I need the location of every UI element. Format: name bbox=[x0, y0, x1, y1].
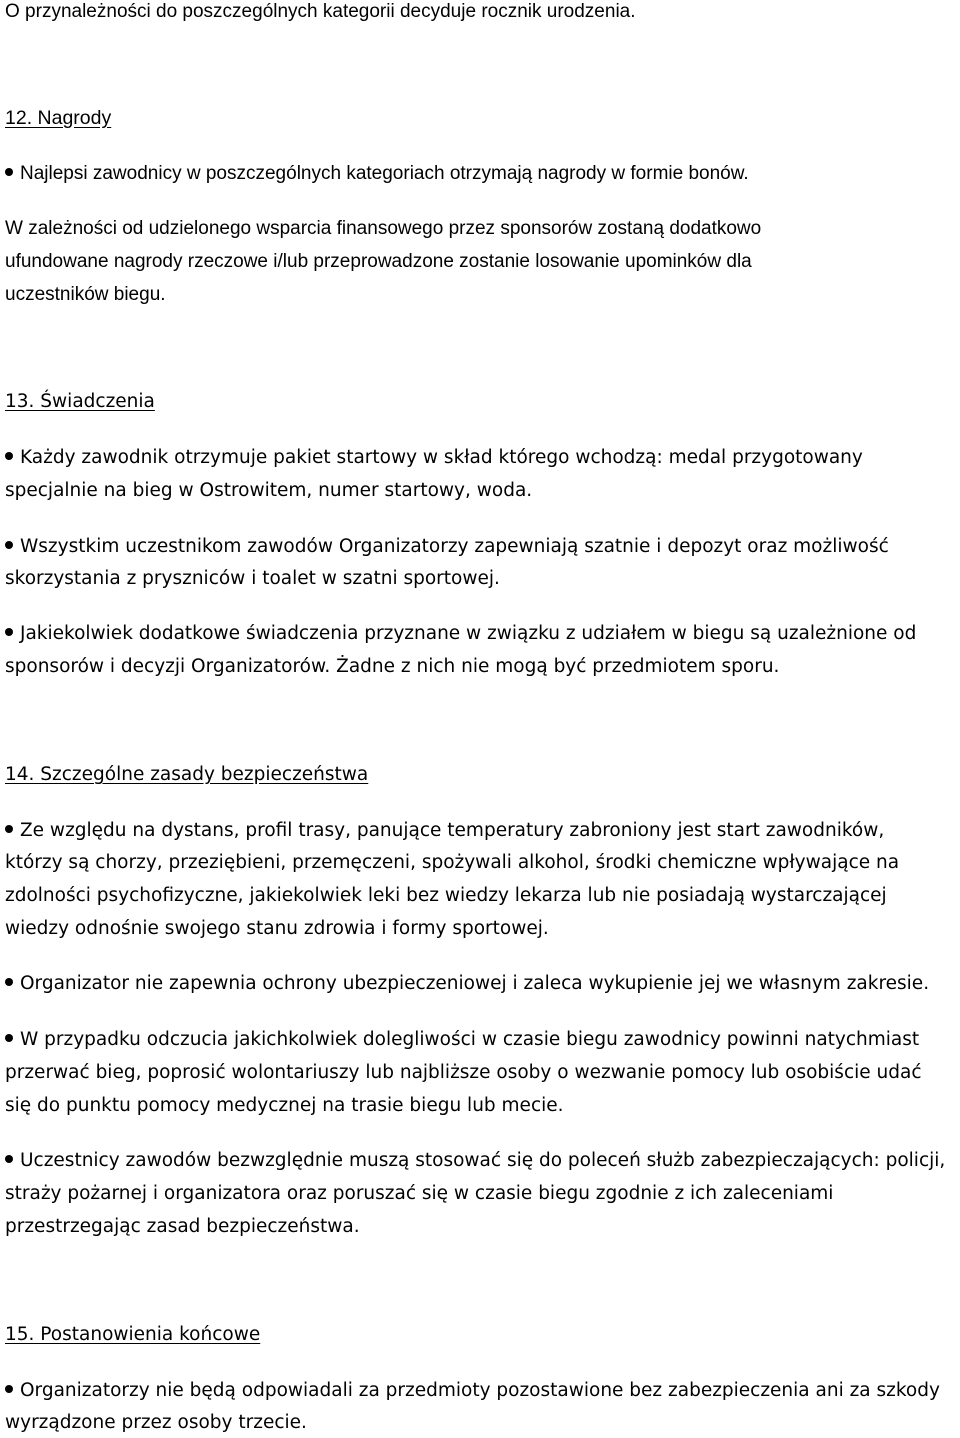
section-12-paragraph-line: ufundowane nagrody rzeczowe i/lub przeprowadzone zostanie losowanie upominków dla bbox=[5, 251, 752, 272]
bullet-text: Wszystkim uczestnikom zawodów Organizatorzy zapewniają szatnie i depozyt oraz możliwość bbox=[20, 536, 889, 557]
section-13-bullet-2 bbox=[5, 535, 889, 559]
bullet-icon bbox=[5, 541, 13, 549]
bullet-text: Każdy zawodnik otrzymuje pakiet startowy w skład którego wchodzą: medal przygotowany bbox=[20, 447, 863, 468]
bullet-text: W przypadku odczucia jakichkolwiek dolegliwości w czasie biegu zawodnicy powinni natychmiast bbox=[20, 1029, 920, 1050]
bullet-text: Ze względu na dystans, profil trasy, panujące temperatury zabroniony jest start zawodników, bbox=[20, 820, 885, 841]
bullet-icon bbox=[5, 1385, 13, 1393]
bullet-continuation: przerwać bieg, poprosić wolontariuszy lub najbliższe osoby o wezwanie pomocy lub osobiście udać bbox=[5, 1062, 922, 1083]
bullet-text: Najlepsi zawodnicy w poszczególnych kategoriach otrzymają nagrody w formie bonów. bbox=[20, 163, 749, 184]
section-14-bullet-2 bbox=[5, 972, 929, 996]
section-14-bullet-1 bbox=[5, 819, 884, 843]
bullet-icon bbox=[5, 168, 13, 176]
section-12-heading: 12. Nagrody bbox=[5, 107, 112, 129]
bullet-continuation: zdolności psychofizyczne, jakiekolwiek leki bez wiedzy lekarza lub nie posiadają wystarczającej bbox=[5, 885, 887, 906]
bullet-text: Organizator nie zapewnia ochrony ubezpieczeniowej i zaleca wykupienie jej we własnym zakresie. bbox=[20, 973, 930, 994]
section-12-paragraph-line: W zależności od udzielonego wsparcia finansowego przez sponsorów zostaną dodatkowo bbox=[5, 218, 762, 239]
section-14-bullet-3 bbox=[5, 1028, 919, 1052]
bullet-icon bbox=[5, 825, 13, 833]
bullet-icon bbox=[5, 628, 13, 636]
bullet-continuation: straży pożarnej i organizatora oraz poruszać się w czasie biegu zgodnie z ich zaleceniami bbox=[5, 1183, 834, 1204]
intro-text: O przynależności do poszczególnych kategorii decyduje rocznik urodzenia. bbox=[5, 1, 636, 22]
bullet-icon bbox=[5, 452, 13, 460]
section-13-heading: 13. Świadczenia bbox=[5, 391, 155, 412]
section-15-heading: 15. Postanowienia końcowe bbox=[5, 1324, 261, 1345]
bullet-text: Uczestnicy zawodów bezwzględnie muszą stosować się do poleceń służb zabezpieczających: policji, bbox=[20, 1150, 946, 1171]
section-14-heading: 14. Szczególne zasady bezpieczeństwa bbox=[5, 764, 369, 785]
section-13-bullet-3 bbox=[5, 622, 916, 646]
bullet-continuation: skorzystania z pryszniców i toalet w szatni sportowej. bbox=[5, 568, 500, 589]
section-14-bullet-4 bbox=[5, 1149, 945, 1173]
bullet-icon bbox=[5, 978, 13, 986]
section-12-bullet-1 bbox=[5, 162, 749, 186]
section-12-paragraph-line: uczestników biegu. bbox=[5, 284, 166, 305]
bullet-continuation: się do punktu pomocy medycznej na trasie biegu lub mecie. bbox=[5, 1095, 564, 1116]
section-15-bullet-1 bbox=[5, 1379, 940, 1403]
bullet-icon bbox=[5, 1155, 13, 1163]
bullet-continuation: wyrządzone przez osoby trzecie. bbox=[5, 1412, 307, 1433]
bullet-continuation: wiedzy odnośnie swojego stanu zdrowia i formy sportowej. bbox=[5, 918, 549, 939]
bullet-continuation: przestrzegając zasad bezpieczeństwa. bbox=[5, 1216, 360, 1237]
bullet-icon bbox=[5, 1034, 13, 1042]
bullet-continuation: specjalnie na bieg w Ostrowitem, numer startowy, woda. bbox=[5, 480, 533, 501]
bullet-continuation: sponsorów i decyzji Organizatorów. Żadne z nich nie mogą być przedmiotem sporu. bbox=[5, 656, 780, 677]
bullet-text: Jakiekolwiek dodatkowe świadczenia przyznane w związku z udziałem w biegu są uzależnione od bbox=[20, 623, 917, 644]
section-13-bullet-1 bbox=[5, 446, 863, 470]
bullet-text: Organizatorzy nie będą odpowiadali za przedmioty pozostawione bez zabezpieczenia ani za szkody bbox=[20, 1380, 940, 1401]
bullet-continuation: którzy są chorzy, przeziębieni, przemęczeni, spożywali alkohol, środki chemiczne wpływające na bbox=[5, 852, 900, 873]
